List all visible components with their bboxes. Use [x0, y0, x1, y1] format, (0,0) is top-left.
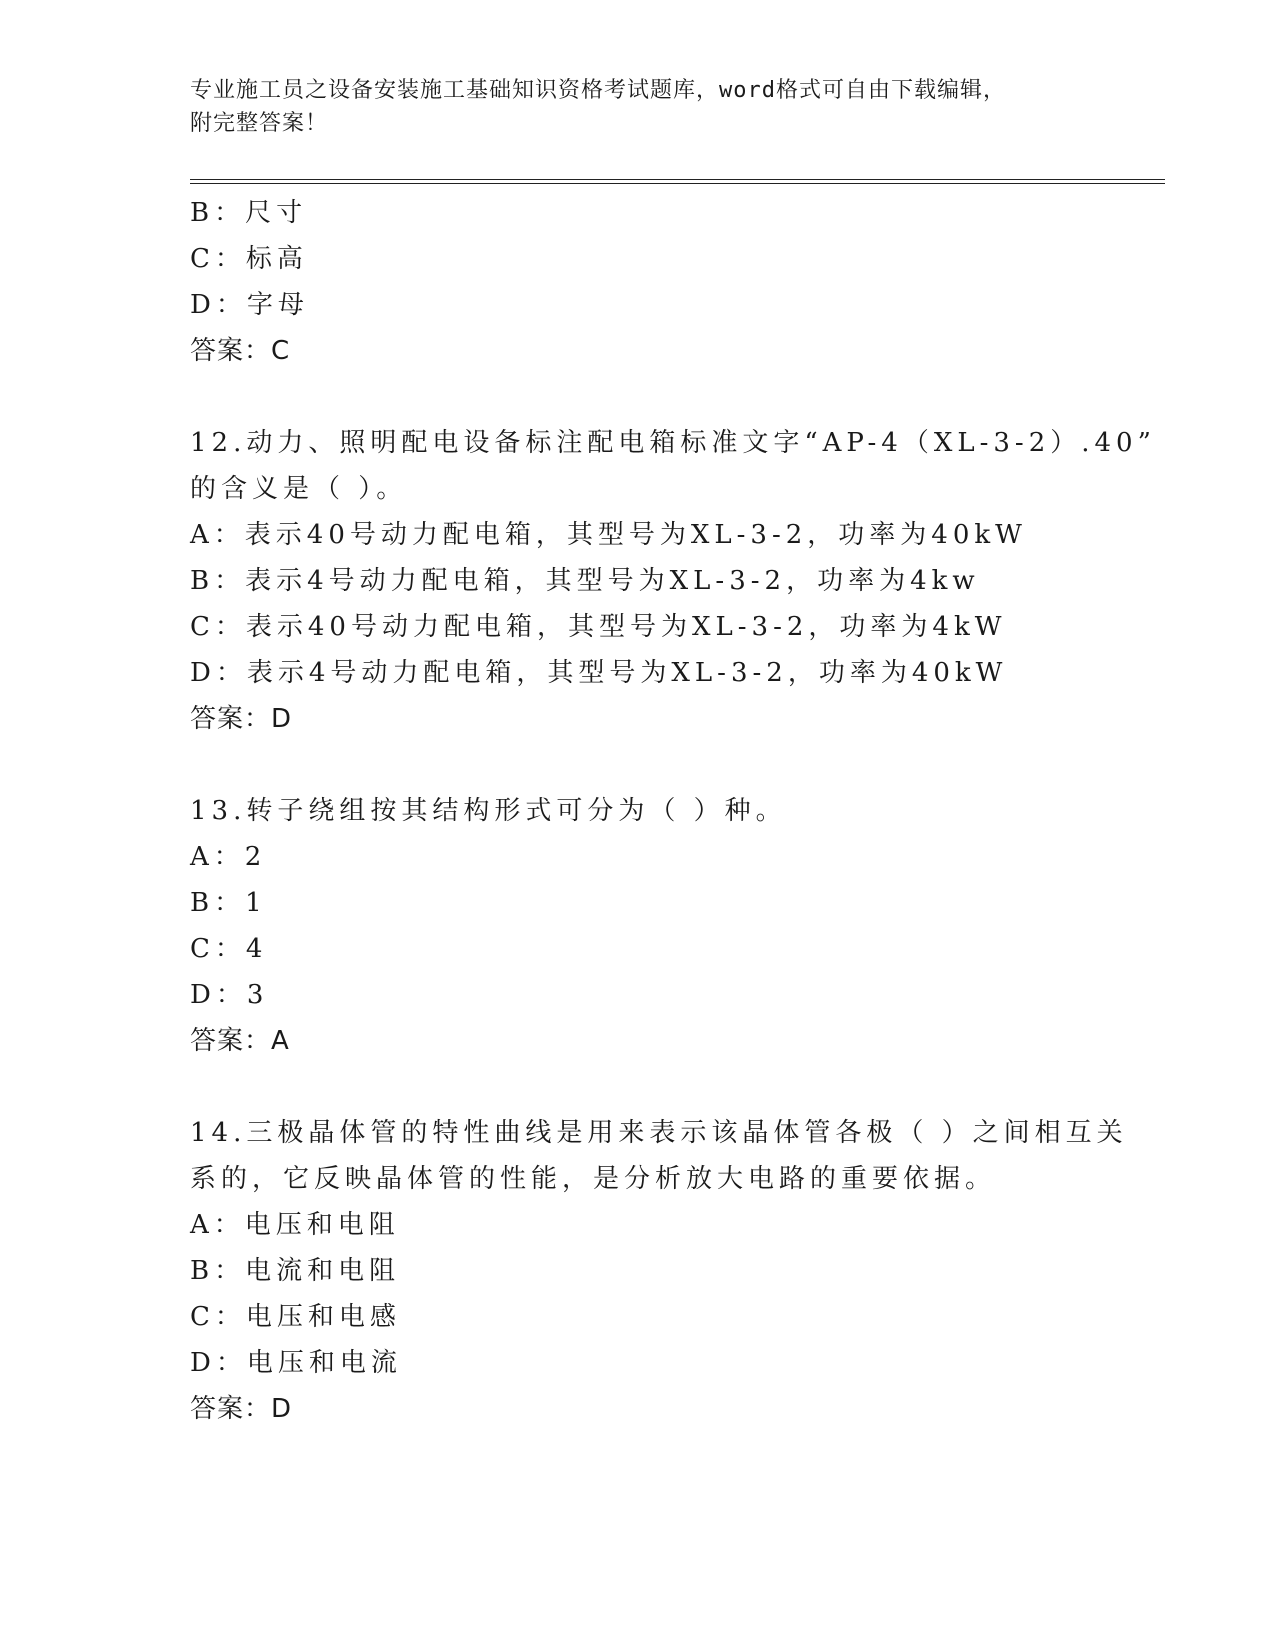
answer-label: 答案：D: [190, 1394, 293, 1424]
question-text-line-1: 14.三极晶体管的特性曲线是用来表示该晶体管各极（ ）之间相互关: [190, 1118, 1128, 1148]
question-text-line-2: 系的，它反映晶体管的性能，是分析放大电路的重要依据。: [190, 1164, 997, 1194]
spacer: [190, 742, 1150, 788]
option-b: B：表示4号动力配电箱，其型号为XL-3-2，功率为4kw: [190, 566, 980, 596]
option-c: C：标高: [190, 244, 308, 274]
question-13: [190, 788, 1150, 1064]
option-a: A：表示40号动力配电箱，其型号为XL-3-2，功率为40kW: [190, 520, 1027, 550]
option-a: A：电压和电阻: [190, 1210, 400, 1240]
answer-label: 答案：A: [190, 1026, 290, 1056]
option-d: D：表示4号动力配电箱，其型号为XL-3-2，功率为40kW: [190, 658, 1008, 688]
question-text-line-2: 的含义是（ ）。: [190, 474, 408, 504]
option-c: C：表示40号动力配电箱，其型号为XL-3-2，功率为4kW: [190, 612, 1007, 642]
question-12: [190, 420, 1156, 742]
option-c: C：4: [190, 934, 268, 964]
question-list: [190, 190, 1156, 1432]
header-line-1: 专业施工员之设备安装施工基础知识资格考试题库，word格式可自由下载编辑，: [190, 78, 1006, 103]
question-14: [190, 1110, 1150, 1432]
header-divider-top: [190, 179, 1165, 180]
header-line-2: 附完整答案！: [190, 111, 329, 136]
answer-label: 答案：D: [190, 704, 293, 734]
answer-label: 答案：C: [190, 336, 291, 366]
question-text-line-1: 12.动力、照明配电设备标注配电箱标准文字“AP-4（XL-3-2）.40”: [190, 428, 1156, 458]
option-b: B：电流和电阻: [190, 1256, 401, 1286]
option-d: D：电压和电流: [190, 1348, 402, 1378]
option-a: A：2: [190, 842, 267, 872]
option-b: B：尺寸: [190, 198, 308, 228]
question-text-line-1: 13.转子绕组按其结构形式可分为（ ）种。: [190, 796, 787, 826]
question-11-tail: [190, 190, 1150, 374]
page-header: [190, 74, 1090, 140]
header-divider-bottom: [190, 183, 1165, 184]
option-b: B：1: [190, 888, 267, 918]
spacer: [190, 1064, 1150, 1110]
option-d: D：字母: [190, 290, 309, 320]
option-c: C：电压和电感: [190, 1302, 401, 1332]
spacer: [190, 374, 1150, 420]
option-d: D：3: [190, 980, 269, 1010]
